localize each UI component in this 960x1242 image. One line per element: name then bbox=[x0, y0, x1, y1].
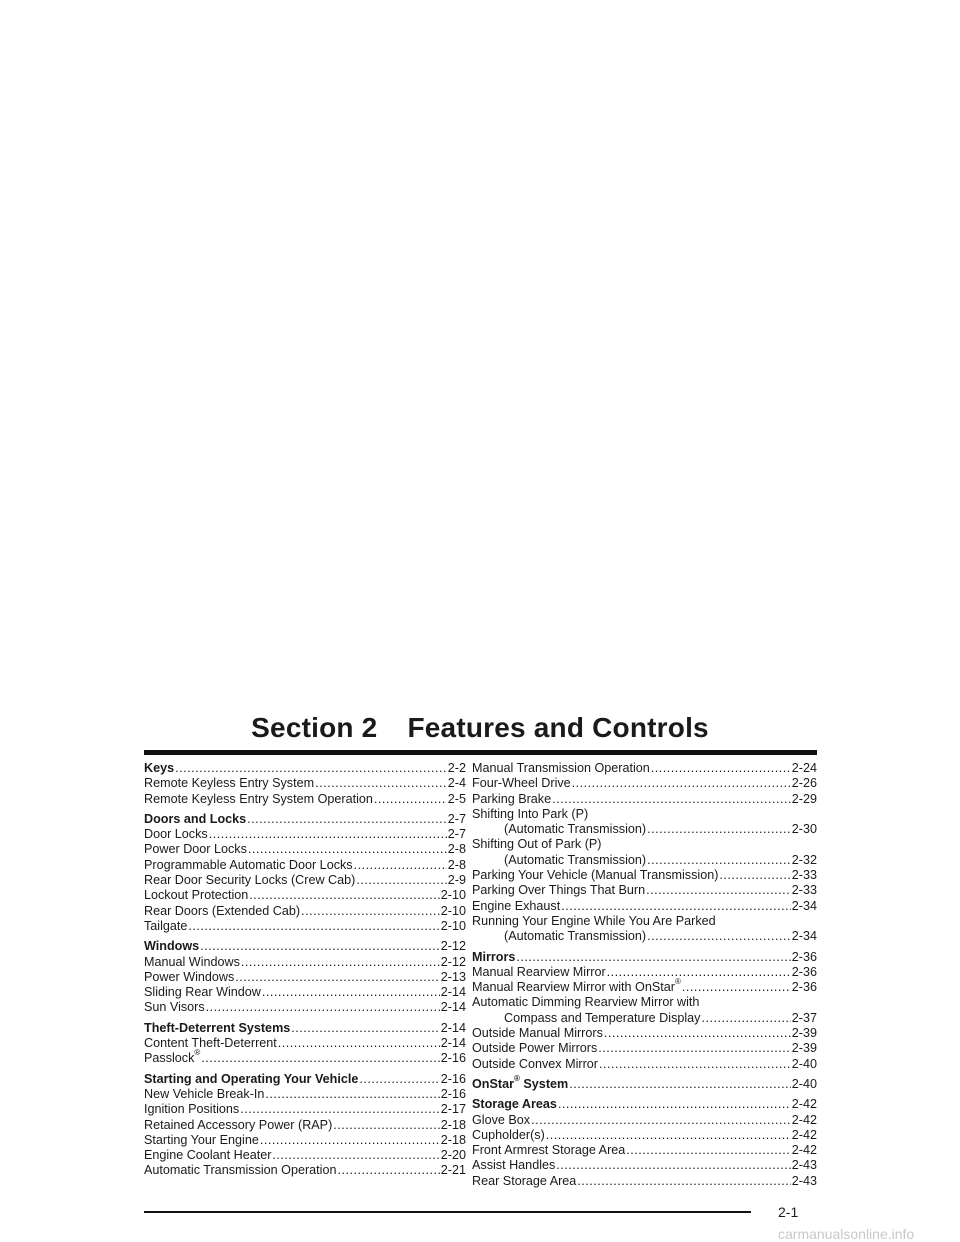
leader-dots bbox=[354, 858, 447, 873]
leader-dots bbox=[607, 965, 791, 980]
toc-entry-title bbox=[472, 1113, 530, 1128]
toc-entry bbox=[472, 914, 817, 929]
toc-entry-title bbox=[472, 1097, 557, 1112]
toc-entry bbox=[472, 995, 817, 1010]
toc-page-ref: 2-2 bbox=[447, 761, 466, 775]
toc-page-ref: 2-16 bbox=[440, 1051, 466, 1066]
toc-entry-title bbox=[472, 995, 699, 1010]
toc-entry-text: Manual Rearview Mirror with OnStar bbox=[472, 980, 675, 995]
leader-dots bbox=[561, 899, 791, 914]
toc-entry-text: Power Door Locks bbox=[144, 842, 247, 857]
toc-entry-text: Theft-Deterrent Systems bbox=[144, 1020, 291, 1035]
toc-entry bbox=[144, 1036, 466, 1051]
toc-page-ref: 2-26 bbox=[791, 776, 817, 791]
toc-entry-title bbox=[144, 827, 208, 842]
toc-entry-text: Engine Coolant Heater bbox=[144, 1148, 272, 1163]
toc-entry-title bbox=[144, 873, 355, 888]
toc-page-ref: 2-13 bbox=[440, 969, 466, 984]
leader-dots bbox=[516, 950, 790, 965]
toc-entry bbox=[144, 970, 466, 985]
toc-entry-text: (Automatic Transmission) bbox=[504, 822, 647, 837]
toc-page-ref: 2-14 bbox=[440, 1020, 466, 1035]
toc-entry-text: Outside Convex Mirror bbox=[472, 1056, 598, 1071]
toc-entry bbox=[472, 883, 817, 898]
toc-heading bbox=[472, 1097, 817, 1112]
toc-entry-text: Compass and Temperature Display bbox=[504, 1010, 701, 1025]
toc-heading bbox=[144, 761, 466, 776]
leader-dots bbox=[209, 827, 447, 842]
toc-entry-title bbox=[144, 812, 246, 827]
toc-page-ref: 2-24 bbox=[791, 761, 817, 775]
toc-entry-text: Front Armrest Storage Area bbox=[472, 1143, 626, 1158]
toc-page-ref: 2-39 bbox=[791, 1041, 817, 1056]
toc-entry bbox=[144, 1133, 466, 1148]
toc-entry-title bbox=[144, 985, 261, 1000]
toc-entry bbox=[144, 827, 466, 842]
toc-entry-title bbox=[472, 1073, 569, 1092]
toc-entry bbox=[472, 822, 817, 837]
toc-entry-text: Mirrors bbox=[472, 949, 516, 964]
toc-entry-text: (Automatic Transmission) bbox=[504, 929, 647, 944]
leader-dots bbox=[647, 822, 791, 837]
leader-dots bbox=[598, 1041, 791, 1056]
toc-entry bbox=[144, 1163, 466, 1178]
toc-entry-text: Manual Windows bbox=[144, 954, 240, 969]
toc-entry bbox=[472, 792, 817, 807]
toc-entry-title bbox=[472, 807, 588, 822]
leader-dots bbox=[188, 919, 439, 934]
toc-entry-title bbox=[144, 1072, 358, 1087]
toc-entry-title bbox=[144, 1048, 201, 1066]
toc-entry bbox=[144, 1102, 466, 1117]
leader-dots bbox=[701, 1011, 790, 1026]
toc-heading bbox=[144, 1021, 466, 1036]
leader-dots bbox=[301, 904, 440, 919]
toc-entry-text: Content Theft-Deterrent bbox=[144, 1036, 277, 1051]
toc-page-ref: 2-17 bbox=[440, 1102, 466, 1117]
toc-page-ref: 2-36 bbox=[791, 980, 817, 995]
toc-entry-title bbox=[472, 1026, 603, 1041]
leader-dots bbox=[206, 1000, 440, 1015]
toc-page-ref: 2-32 bbox=[791, 852, 817, 867]
toc-entry bbox=[144, 904, 466, 919]
leader-dots bbox=[546, 1128, 791, 1143]
toc-column-right bbox=[472, 761, 817, 1189]
toc-entry-text: Door Locks bbox=[144, 827, 208, 842]
leader-dots bbox=[651, 761, 791, 776]
toc-entry-title bbox=[504, 1011, 700, 1026]
leader-dots bbox=[240, 1102, 440, 1117]
toc-page-ref: 2-10 bbox=[440, 888, 466, 903]
toc-entry-text: Storage Areas bbox=[472, 1097, 557, 1112]
toc-heading bbox=[472, 1073, 817, 1092]
toc-page-ref: 2-21 bbox=[440, 1163, 466, 1178]
toc-entry-title bbox=[472, 792, 551, 807]
toc-entry-title bbox=[472, 899, 560, 914]
toc-entry-title bbox=[144, 1102, 239, 1117]
toc-entry bbox=[472, 1041, 817, 1056]
toc-entry-title bbox=[472, 976, 681, 995]
toc-entry bbox=[472, 837, 817, 852]
toc-entry bbox=[144, 776, 466, 791]
leader-dots bbox=[200, 939, 440, 954]
leader-dots bbox=[572, 776, 791, 791]
toc-entry bbox=[144, 1000, 466, 1015]
section-label: Section 2 bbox=[251, 712, 378, 743]
toc-entry bbox=[472, 807, 817, 822]
toc-entry-title bbox=[472, 761, 650, 776]
toc-heading bbox=[144, 1072, 466, 1087]
registered-mark: ® bbox=[514, 1073, 520, 1083]
toc-entry bbox=[472, 761, 817, 776]
toc-entry-title bbox=[144, 955, 240, 970]
toc-entry-text: Parking Your Vehicle (Manual Transmission) bbox=[472, 868, 719, 883]
toc-entry-title bbox=[472, 965, 606, 980]
leader-dots bbox=[260, 1133, 440, 1148]
toc-entry bbox=[472, 1143, 817, 1158]
toc-page-ref: 2-34 bbox=[791, 898, 817, 913]
toc-page-ref: 2-5 bbox=[447, 791, 466, 806]
toc-entry-title bbox=[472, 950, 515, 965]
toc-entry-title bbox=[504, 822, 646, 837]
toc-entry-text: New Vehicle Break-In bbox=[144, 1086, 265, 1101]
toc-page-ref: 2-10 bbox=[440, 918, 466, 933]
toc-entry-title bbox=[472, 1174, 576, 1189]
leader-dots bbox=[556, 1158, 790, 1173]
toc-entry bbox=[472, 1128, 817, 1143]
toc-entry-text: Engine Exhaust bbox=[472, 898, 561, 913]
leader-dots bbox=[291, 1021, 440, 1036]
toc-page-ref: 2-8 bbox=[447, 857, 466, 872]
toc-page-ref: 2-16 bbox=[440, 1071, 466, 1086]
leader-dots bbox=[531, 1113, 791, 1128]
toc-page-ref: 2-33 bbox=[791, 868, 817, 883]
toc-entry-text: Keys bbox=[144, 761, 175, 775]
leader-dots bbox=[558, 1097, 791, 1112]
toc-entry-text: Shifting Out of Park (P) bbox=[472, 837, 602, 852]
toc-page-ref: 2-33 bbox=[791, 883, 817, 898]
toc-page-ref: 2-42 bbox=[791, 1143, 817, 1158]
toc-page-ref: 2-42 bbox=[791, 1127, 817, 1142]
toc-entry-title bbox=[144, 1118, 332, 1133]
toc-entry-text: Rear Doors (Extended Cab) bbox=[144, 903, 301, 918]
toc-heading bbox=[472, 950, 817, 965]
leader-dots bbox=[262, 985, 440, 1000]
leader-dots bbox=[626, 1143, 790, 1158]
toc-entry bbox=[472, 1174, 817, 1189]
title-divider bbox=[144, 750, 817, 755]
toc-page-ref: 2-43 bbox=[791, 1173, 817, 1188]
toc-entry-text: Sliding Rear Window bbox=[144, 985, 261, 1000]
toc-page-ref: 2-37 bbox=[791, 1010, 817, 1025]
leader-dots bbox=[338, 1163, 440, 1178]
toc-page-ref: 2-10 bbox=[440, 903, 466, 918]
toc-page-ref: 2-36 bbox=[791, 949, 817, 964]
leader-dots bbox=[248, 842, 447, 857]
toc-entry-text: Shifting Into Park (P) bbox=[472, 806, 589, 821]
toc-entry-title bbox=[144, 792, 373, 807]
toc-entry-title bbox=[472, 883, 645, 898]
toc-entry-title bbox=[472, 1128, 545, 1143]
toc-heading bbox=[144, 939, 466, 954]
toc-entry bbox=[472, 929, 817, 944]
leader-dots bbox=[719, 868, 790, 883]
toc-page-ref: 2-39 bbox=[791, 1026, 817, 1041]
toc-page-ref: 2-20 bbox=[440, 1148, 466, 1163]
toc-entry-text: Starting and Operating Your Vehicle bbox=[144, 1071, 359, 1086]
toc-entry-text: Lockout Protection bbox=[144, 888, 249, 903]
toc-entry-text: Automatic Dimming Rearview Mirror with bbox=[472, 995, 700, 1010]
toc-entry-text: Cupholder(s) bbox=[472, 1127, 545, 1142]
toc-entry-title bbox=[504, 853, 646, 868]
section-title: Features and Controls bbox=[407, 712, 709, 743]
toc-entry-title bbox=[144, 1087, 264, 1102]
toc-page-ref: 2-8 bbox=[447, 842, 466, 857]
leader-dots bbox=[552, 792, 791, 807]
toc-entry-title bbox=[472, 868, 718, 883]
leader-dots bbox=[599, 1057, 791, 1072]
toc-page-ref: 2-12 bbox=[440, 954, 466, 969]
toc-page-ref: 2-12 bbox=[440, 939, 466, 954]
toc-entry bbox=[472, 965, 817, 980]
leader-dots bbox=[241, 955, 440, 970]
toc-page-ref: 2-7 bbox=[447, 827, 466, 842]
toc-entry bbox=[472, 1011, 817, 1026]
toc-entry-title bbox=[144, 1000, 205, 1015]
leader-dots bbox=[278, 1036, 440, 1051]
toc-entry bbox=[144, 858, 466, 873]
toc-entry bbox=[472, 1026, 817, 1041]
leader-dots bbox=[682, 980, 791, 995]
toc-entry-text: Outside Manual Mirrors bbox=[472, 1026, 603, 1041]
toc-page-ref: 2-14 bbox=[440, 1036, 466, 1051]
toc-entry-title bbox=[144, 1163, 337, 1178]
footer-divider bbox=[144, 1211, 751, 1213]
toc-entry-title bbox=[472, 914, 716, 929]
toc-entry-text: (Automatic Transmission) bbox=[504, 852, 647, 867]
toc-entry-text-suffix: System bbox=[519, 1076, 569, 1091]
leader-dots bbox=[359, 1072, 439, 1087]
toc-entry-text: Power Windows bbox=[144, 969, 235, 984]
toc-entry-text: Tailgate bbox=[144, 918, 188, 933]
toc-entry bbox=[144, 1087, 466, 1102]
toc-page-ref: 2-14 bbox=[440, 1000, 466, 1015]
toc-entry-text: OnStar bbox=[472, 1076, 514, 1091]
leader-dots bbox=[647, 853, 791, 868]
toc-entry-title bbox=[144, 904, 300, 919]
toc-page-ref: 2-36 bbox=[791, 964, 817, 979]
toc-entry bbox=[144, 873, 466, 888]
toc-entry bbox=[144, 1148, 466, 1163]
toc-entry-text: Doors and Locks bbox=[144, 811, 247, 826]
toc-page-ref: 2-43 bbox=[791, 1158, 817, 1173]
toc-page-ref: 2-40 bbox=[791, 1056, 817, 1071]
leader-dots bbox=[247, 812, 447, 827]
toc-page-ref: 2-30 bbox=[791, 822, 817, 837]
toc-entry-title bbox=[472, 1057, 598, 1072]
leader-dots bbox=[577, 1174, 790, 1189]
toc-entry-text: Manual Transmission Operation bbox=[472, 761, 650, 775]
toc-entry bbox=[472, 1057, 817, 1072]
toc-entry bbox=[144, 792, 466, 807]
toc-entry-text: Assist Handles bbox=[472, 1158, 556, 1173]
toc-entry-title bbox=[472, 1041, 597, 1056]
toc-entry-text: Outside Power Mirrors bbox=[472, 1041, 598, 1056]
leader-dots bbox=[272, 1148, 439, 1163]
toc-entry-text: Automatic Transmission Operation bbox=[144, 1163, 337, 1178]
toc-entry-title bbox=[144, 888, 248, 903]
page-number: 2-1 bbox=[778, 1204, 799, 1220]
leader-dots bbox=[265, 1087, 439, 1102]
toc-entry bbox=[472, 976, 817, 995]
leader-dots bbox=[604, 1026, 791, 1041]
toc-entry-title bbox=[144, 761, 174, 776]
toc-entry bbox=[144, 955, 466, 970]
toc-entry-title bbox=[144, 842, 247, 857]
leader-dots bbox=[374, 792, 447, 807]
toc-entry-text: Rear Door Security Locks (Crew Cab) bbox=[144, 873, 356, 888]
page-title bbox=[0, 712, 960, 744]
toc-entry-text: Remote Keyless Entry System Operation bbox=[144, 791, 373, 806]
leader-dots bbox=[333, 1118, 440, 1133]
toc-entry-title bbox=[144, 1148, 271, 1163]
toc-entry bbox=[472, 868, 817, 883]
toc-entry-text: Sun Visors bbox=[144, 1000, 205, 1015]
toc-entry bbox=[144, 888, 466, 903]
toc-entry bbox=[472, 1158, 817, 1173]
leader-dots bbox=[646, 883, 791, 898]
leader-dots bbox=[356, 873, 446, 888]
toc-page-ref: 2-40 bbox=[791, 1076, 817, 1091]
toc-entry-title bbox=[144, 776, 314, 791]
toc-entry-text: Parking Brake bbox=[472, 791, 552, 806]
toc-page-ref: 2-29 bbox=[791, 791, 817, 806]
toc-entry-text: Windows bbox=[144, 939, 200, 954]
toc-entry-text: Ignition Positions bbox=[144, 1102, 240, 1117]
toc-entry-title bbox=[472, 1143, 625, 1158]
watermark: carmanualsonline.info bbox=[778, 1226, 915, 1242]
toc-page-ref: 2-14 bbox=[440, 985, 466, 1000]
registered-mark: ® bbox=[674, 976, 681, 986]
toc-entry bbox=[144, 1118, 466, 1133]
toc-entry bbox=[144, 842, 466, 857]
toc-entry-text: Rear Storage Area bbox=[472, 1173, 577, 1188]
toc-entry bbox=[472, 853, 817, 868]
toc-page-ref: 2-34 bbox=[791, 929, 817, 944]
toc-page-ref: 2-7 bbox=[447, 811, 466, 826]
toc-entry-text: Manual Rearview Mirror bbox=[472, 964, 606, 979]
toc-entry bbox=[144, 1048, 466, 1066]
toc-entry-text: Remote Keyless Entry System bbox=[144, 776, 315, 791]
toc-entry-title bbox=[144, 858, 353, 873]
toc-entry-text: Parking Over Things That Burn bbox=[472, 883, 646, 898]
toc-entry-title bbox=[472, 776, 571, 791]
toc-entry-title bbox=[472, 837, 602, 852]
leader-dots bbox=[569, 1077, 791, 1092]
toc-page-ref: 2-9 bbox=[447, 873, 466, 888]
toc-entry-text: Passlock bbox=[144, 1051, 195, 1066]
toc-entry-text: Four-Wheel Drive bbox=[472, 776, 571, 791]
toc-entry bbox=[144, 919, 466, 934]
toc-entry-title bbox=[144, 1133, 259, 1148]
leader-dots bbox=[175, 761, 447, 776]
toc-entry-text: Running Your Engine While You Are Parked bbox=[472, 913, 716, 928]
toc-entry-title bbox=[472, 1158, 555, 1173]
toc-entry bbox=[144, 985, 466, 1000]
toc-entry-title bbox=[144, 1036, 277, 1051]
toc-entry-title bbox=[144, 919, 187, 934]
toc-entry-title bbox=[144, 970, 234, 985]
toc-entry bbox=[472, 899, 817, 914]
toc-entry-text: Glove Box bbox=[472, 1112, 531, 1127]
toc-entry-title bbox=[504, 929, 646, 944]
toc-column-left bbox=[144, 761, 466, 1179]
leader-dots bbox=[249, 888, 439, 903]
toc-page-ref: 2-4 bbox=[447, 776, 466, 791]
leader-dots bbox=[201, 1051, 439, 1066]
toc-entry bbox=[472, 776, 817, 791]
toc-page-ref: 2-18 bbox=[440, 1117, 466, 1132]
leader-dots bbox=[235, 970, 439, 985]
toc-entry-title bbox=[144, 939, 199, 954]
toc-entry bbox=[472, 1113, 817, 1128]
toc-page-ref: 2-42 bbox=[791, 1097, 817, 1112]
toc-page-ref: 2-42 bbox=[791, 1112, 817, 1127]
toc-entry-text: Starting Your Engine bbox=[144, 1132, 259, 1147]
toc-entry-text: Retained Accessory Power (RAP) bbox=[144, 1117, 333, 1132]
toc-heading bbox=[144, 812, 466, 827]
toc-page-ref: 2-18 bbox=[440, 1132, 466, 1147]
registered-mark: ® bbox=[194, 1048, 201, 1058]
toc-page-ref: 2-16 bbox=[440, 1086, 466, 1101]
toc-entry-text: Programmable Automatic Door Locks bbox=[144, 857, 353, 872]
toc-entry-title bbox=[144, 1021, 290, 1036]
leader-dots bbox=[315, 776, 447, 791]
leader-dots bbox=[647, 929, 791, 944]
